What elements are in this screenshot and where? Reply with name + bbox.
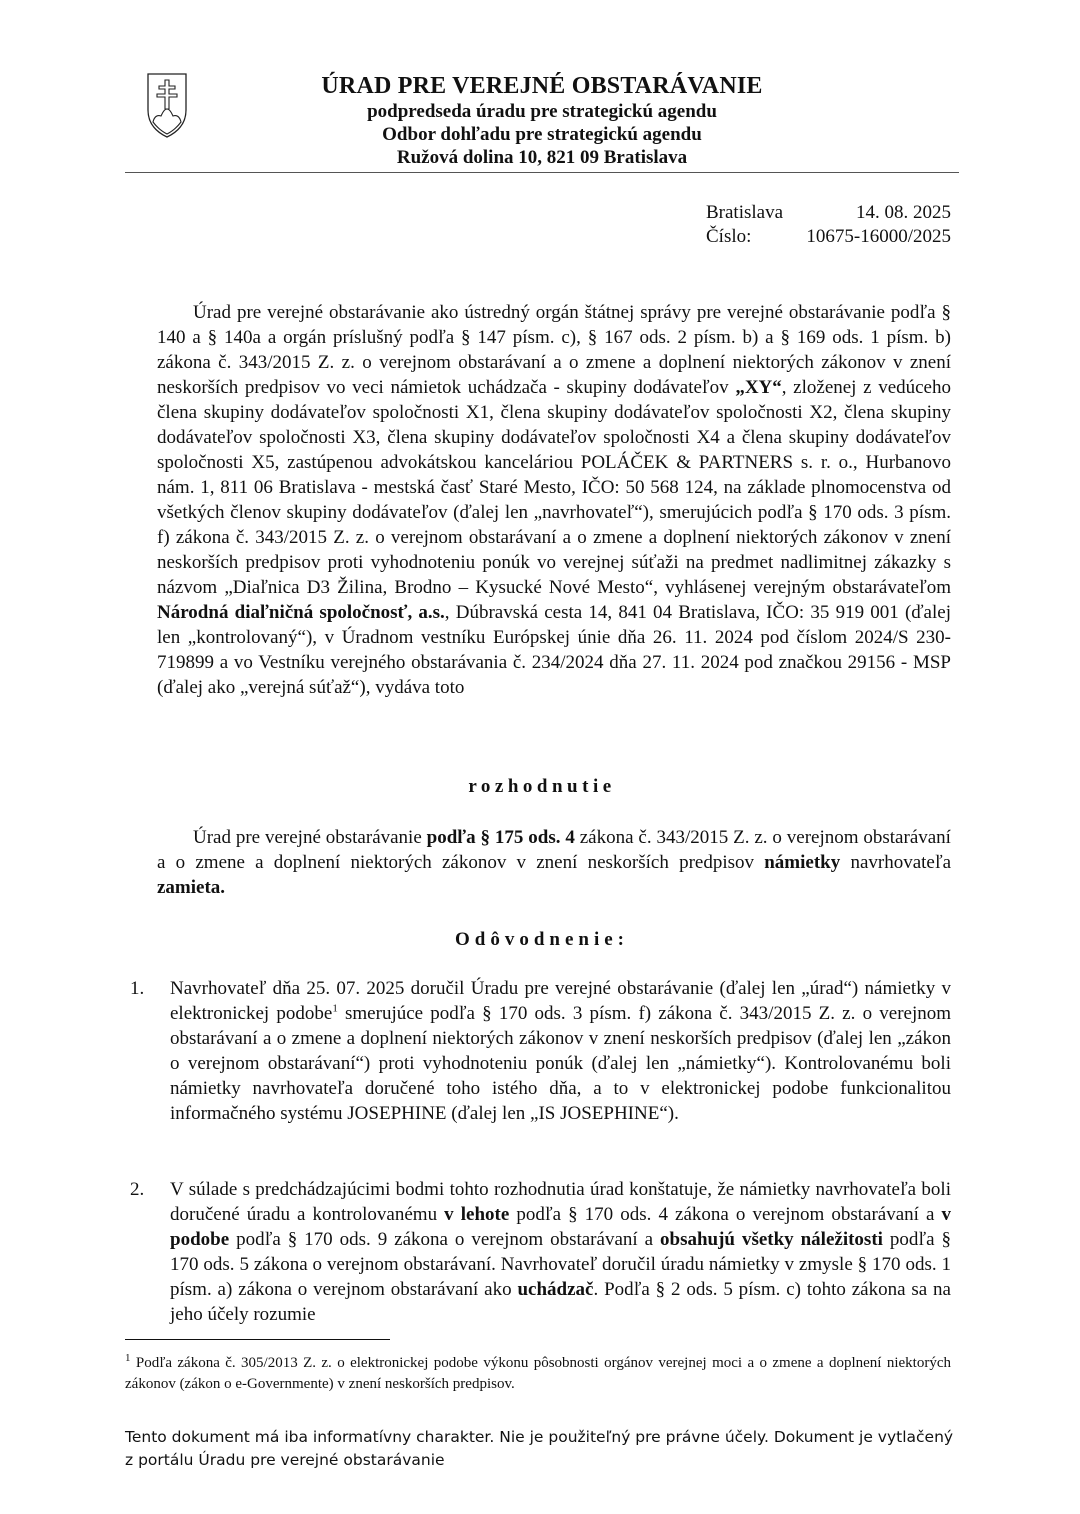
footnote-divider — [125, 1339, 390, 1340]
meta-place: Bratislava — [706, 202, 784, 223]
item-number: 1. — [130, 978, 145, 999]
decision-heading: rozhodnutie — [468, 776, 616, 797]
intro-bold-ndsas: Národná diaľničná spoločnosť, a.s. — [157, 602, 445, 623]
intro-bold-xy: „XY“ — [735, 377, 782, 398]
decision-text: Úrad pre verejné obstarávanie — [193, 827, 427, 848]
item-bold: v podobe — [170, 1204, 952, 1250]
item-number: 2. — [130, 1179, 145, 1200]
footnote-mark: 1 — [125, 1352, 131, 1364]
item-text — [170, 1177, 951, 1327]
item-text-part: podľa § 170 ods. 9 zákona o verejnom obstarávaní a — [229, 1229, 660, 1250]
footnote-text: Podľa zákona č. 305/2013 Z. z. o elektronickej podobe výkonu pôsobnosti orgánov verejnej moci a o zmene a doplnení niektorých zákonov (zákon o e-Governmente) v znení neskorších predpisov. — [125, 1355, 951, 1392]
item-text — [170, 976, 951, 1126]
item-text-part: V súlade s predchádzajúcimi bodmi tohto rozhodnutia úrad konštatuje, že námietky navrhovateľa boli doručené úradu a kontrolovanému — [170, 1179, 951, 1225]
office-subtitle: podpredseda úradu pre strategickú agendu — [367, 101, 717, 122]
intro-text: , Dúbravská cesta 14, 841 04 Bratislava, IČO: 35 919 001 (ďalej len „kontrolovaný“), v Úradnom vestníku Európskej únie dňa 26. 11. 2024 pod číslom 2024/S 230-719899 a vo Vestníku verejného obstarávania č. 234/2024 dňa 27. 11. 2024 pod značkou 29156 - MSP (ďalej ako „verejná súťaž“), vydáva toto — [157, 602, 951, 698]
footnote — [125, 1353, 951, 1395]
item-bold: uchádzač — [517, 1279, 594, 1300]
item-text-part: smerujúce podľa § 170 ods. 3 písm. f) zákona č. 343/2015 Z. z. o verejnom obstarávaní a o zmene a doplnení niektorých zákonov v znení neskorších predpisov (ďalej len „zákon o verejnom obstarávaní“) proti vyhodnoteniu ponúk (ďalej len „námietky“). Kontrolovanému boli námietky navrhovateľa doručené toho istého dňa, a to v elektronickej podobe funkcionalitou informačného systému JOSEPHINE (ďalej len „IS JOSEPHINE“). — [170, 1003, 952, 1124]
letterhead — [125, 72, 959, 169]
item-text-part: Navrhovateľ dňa 25. 07. 2025 doručil Úradu pre verejné obstarávanie (ďalej len „úrad“) námietky v elektronickej podobe — [170, 978, 951, 1024]
office-department: Odbor dohľadu pre strategickú agendu — [382, 124, 702, 145]
decision-bold: námietky — [764, 852, 841, 873]
footnote-reference[interactable]: 1 — [332, 1002, 338, 1015]
meta-date: 14. 08. 2025 — [856, 202, 951, 223]
office-address: Ružová dolina 10, 821 09 Bratislava — [396, 147, 688, 168]
intro-paragraph — [157, 300, 951, 700]
decision-bold: zamieta. — [157, 877, 226, 898]
header-divider — [125, 172, 959, 173]
intro-text: Úrad pre verejné obstarávanie ako ústredný orgán štátnej správy pre verejné obstarávanie podľa § 140 a § 140a a orgán príslušný podľa § 147 písm. c), § 167 ods. 2 písm. b) a § 169 ods. 1 písm. b) zákona č. 343/2015 Z. z. o verejnom obstarávaní a o zmene a doplnení niektorých zákonov v znení neskorších predpisov vo veci námietok uchádzača - skupiny dodávateľov — [157, 302, 951, 398]
item-text-part: podľa § 170 ods. 5 zákona o verejnom obstarávaní. Navrhovateľ doručil úradu námietky v zmysle § 170 ods. 1 písm. a) zákona o verejnom obstarávaní ako — [170, 1229, 951, 1300]
intro-text: , zloženej z vedúceho člena skupiny dodávateľov spoločnosti X1, člena skupiny dodávateľov spoločnosti X2, člena skupiny dodávateľov spoločnosti X3, člena skupiny dodávateľov spoločnosti X4 a člena skupiny dodávateľov spoločnosti X5, zastúpenou advokátskou kanceláriou POLÁČEK & PARTNERS s. r. o., Hurbanovo nám. 1, 811 06 Bratislava - mestská časť Staré Mesto, IČO: 50 568 124, na základe plnomocenstva od všetkých členov skupiny dodávateľov (ďalej len „navrhovateľ“), smerujúcich podľa § 170 ods. 3 písm. f) zákona č. 343/2015 Z. z. o verejnom obstarávaní a o zmene a doplnení niektorých zákonov v znení neskorších predpisov proti vyhodnoteniu ponúk vo verejnej súťaži na predmet nadlimitnej zákazky s názvom „Diaľnica D3 Žilina, Brodno – Kysucké Nové Mesto“, vyhlásenej verejným obstarávateľom — [157, 377, 951, 598]
decision-paragraph — [157, 825, 951, 900]
meta-number: 10675-16000/2025 — [806, 226, 951, 247]
disclaimer: Tento dokument má iba informatívny charakter. Nie je použiteľný pre právne účely. Dokument je vytlačený z portálu Úradu pre verejné obstarávanie — [125, 1428, 954, 1469]
decision-text: zákona č. 343/2015 Z. z. o verejnom obstarávaní a o zmene a doplnení niektorých zákonov v znení neskorších predpisov — [157, 827, 951, 873]
office-title: ÚRAD PRE VEREJNÉ OBSTARÁVANIE — [321, 73, 763, 99]
document-meta — [706, 201, 951, 249]
decision-text: navrhovateľa — [840, 852, 952, 873]
meta-number-label: Číslo: — [706, 226, 752, 247]
decision-bold: podľa § 175 ods. 4 — [426, 827, 575, 848]
item-bold: obsahujú všetky náležitosti — [660, 1229, 883, 1250]
item-text-part: podľa § 170 ods. 4 zákona o verejnom obstarávaní a — [509, 1204, 942, 1225]
item-text-part: . Podľa § 2 ods. 5 písm. c) tohto zákona sa na jeho účely rozumie — [170, 1279, 951, 1325]
item-bold: v lehote — [444, 1204, 510, 1225]
reasoning-heading: Odôvodnenie: — [454, 929, 630, 950]
